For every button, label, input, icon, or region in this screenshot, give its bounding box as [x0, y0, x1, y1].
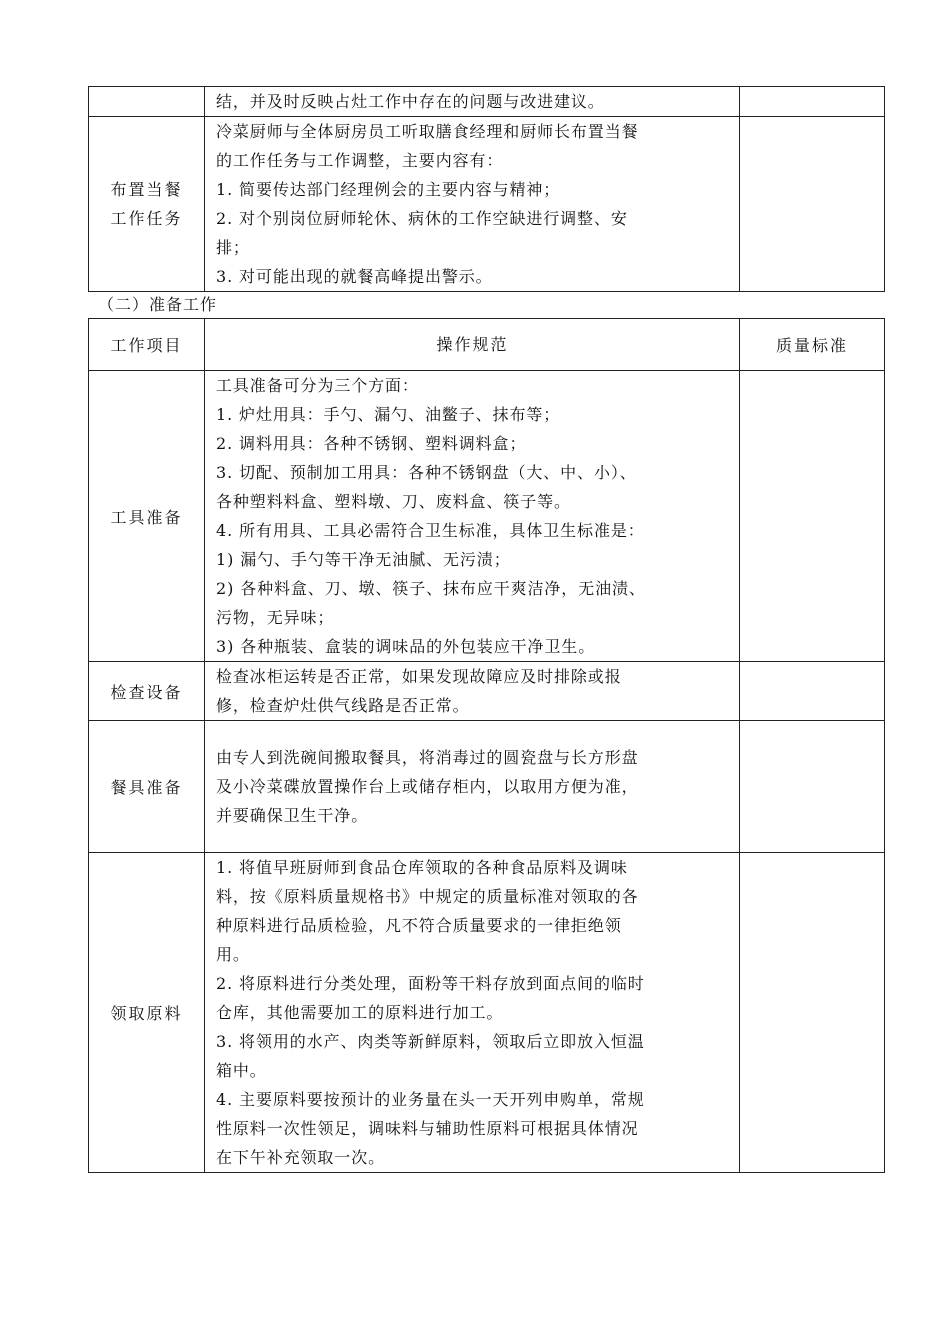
spec-line: 3) 各种瓶装、盒装的调味品的外包装应干净卫生。 [216, 637, 596, 656]
standard-cell [740, 371, 885, 662]
standard-cell [740, 117, 885, 292]
spec-line: 排； [216, 238, 250, 257]
standard-cell [740, 662, 885, 721]
spec-line: 料，按《原料质量规格书》中规定的质量标准对领取的各 [216, 887, 639, 906]
header-spec: 操作规范 [205, 319, 740, 371]
spec-line: 2. 调料用具：各种不锈钢、塑料调料盒； [216, 434, 527, 453]
item-cell: 餐具准备 [89, 721, 205, 853]
spec-cell [205, 117, 740, 292]
standard-cell [740, 721, 885, 853]
spec-cell [205, 662, 740, 721]
item-cell: 工具准备 [89, 371, 205, 662]
spec-line: 及小冷菜碟放置操作台上或储存柜内，以取用方便为准， [216, 777, 639, 796]
header-standard: 质量标准 [740, 319, 885, 371]
spec-line: 由专人到洗碗间搬取餐具，将消毒过的圆瓷盘与长方形盘 [216, 748, 639, 767]
table-row [89, 87, 885, 117]
spec-line: 3. 切配、预制加工用具：各种不锈钢盘（大、中、小）、 [216, 463, 637, 482]
spec-line: 4. 主要原料要按预计的业务量在头一天开列申购单，常规 [216, 1090, 645, 1109]
spec-line: 性原料一次性领足，调味料与辅助性原料可根据具体情况 [216, 1119, 639, 1138]
item-cell [89, 117, 205, 292]
spec-line: 4. 所有用具、工具必需符合卫生标准，具体卫生标准是： [216, 521, 645, 540]
table-row [89, 662, 885, 721]
spec-line: 仓库，其他需要加工的原料进行加工。 [216, 1003, 504, 1022]
table-row [89, 853, 885, 1173]
continued-table [88, 86, 885, 292]
spec-line: 用。 [216, 945, 250, 964]
table-row [89, 117, 885, 292]
item-cell: 检查设备 [89, 662, 205, 721]
spec-cell [205, 721, 740, 853]
spec-line: 1. 简要传达部门经理例会的主要内容与精神； [216, 180, 561, 199]
table-header-row [89, 319, 885, 371]
item-cell: 领取原料 [89, 853, 205, 1173]
spec-line: 冷菜厨师与全体厨房员工听取膳食经理和厨师长布置当餐 [216, 122, 639, 141]
spec-line: 3. 对可能出现的就餐高峰提出警示。 [216, 267, 493, 286]
spec-line: 修，检查炉灶供气线路是否正常。 [216, 696, 470, 715]
spec-line: 1. 将值早班厨师到食品仓库领取的各种食品原料及调味 [216, 858, 628, 877]
item-label: 布置当餐 [110, 180, 183, 199]
item-label: 工作任务 [110, 209, 183, 228]
spec-line: 在下午补充领取一次。 [216, 1148, 386, 1167]
spec-line: 1. 炉灶用具：手勺、漏勺、油鳖子、抹布等； [216, 405, 561, 424]
spec-line: 工具准备可分为三个方面： [216, 376, 419, 395]
spec-line: 并要确保卫生干净。 [216, 806, 369, 825]
spec-line: 检查冰柜运转是否正常，如果发现故障应及时排除或报 [216, 667, 622, 686]
header-item: 工作项目 [89, 319, 205, 371]
spec-line: 2) 各种料盒、刀、墩、筷子、抹布应干爽洁净，无油渍、 [216, 579, 646, 598]
spec-line: 污物，无异味； [216, 608, 335, 627]
spec-line: 种原料进行品质检验，凡不符合质量要求的一律拒绝领 [216, 916, 622, 935]
spec-cell [205, 371, 740, 662]
item-cell-empty [89, 87, 205, 117]
spec-line: 2. 对个别岗位厨师轮休、病休的工作空缺进行调整、安 [216, 209, 628, 228]
spec-cell [205, 853, 740, 1173]
spec-cell [205, 87, 740, 117]
table-row [89, 371, 885, 662]
standard-cell [740, 853, 885, 1173]
spec-line: 结，并及时反映占灶工作中存在的问题与改进建议。 [216, 92, 605, 111]
spec-line: 各种塑料料盒、塑料墩、刀、废料盒、筷子等。 [216, 492, 571, 511]
preparation-table [88, 318, 885, 1173]
spec-line: 箱中。 [216, 1061, 267, 1080]
table-row [89, 721, 885, 853]
spec-line: 3. 将领用的水产、肉类等新鲜原料，领取后立即放入恒温 [216, 1032, 645, 1051]
section-title: （二）准备工作 [98, 295, 218, 314]
standard-cell [740, 87, 885, 117]
spec-line: 2. 将原料进行分类处理，面粉等干料存放到面点间的临时 [216, 974, 645, 993]
spec-line: 1) 漏勺、手勺等干净无油腻、无污渍； [216, 550, 511, 569]
spec-line: 的工作任务与工作调整，主要内容有： [216, 151, 504, 170]
